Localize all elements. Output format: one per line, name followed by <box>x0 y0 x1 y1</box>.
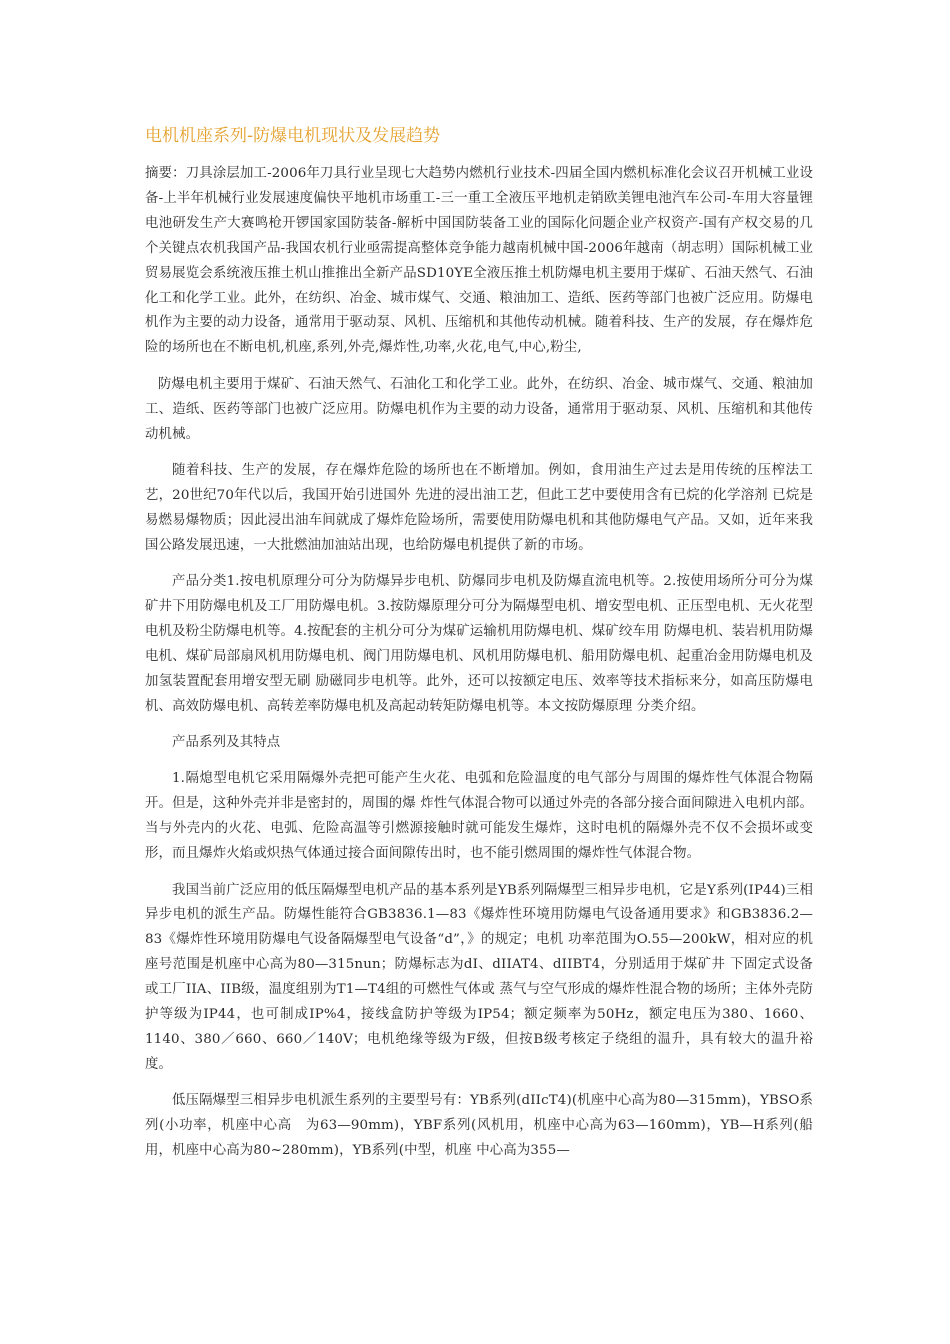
body-paragraph: 低压隔爆型三相异步电机派生系列的主要型号有：YB系列(dIIcT4)(机座中心高为80—315mm)，YBSO系列(小功率，机座中心高 为63—90mm)，YBF系列(风机用，机座中心高为63—160mm)，YB—H系列(船用，机座中心高为80~280mm)，YB系列(中型，机座 中心高为355— <box>145 1093 813 1159</box>
section-heading: 产品系列及其特点 <box>172 735 281 751</box>
body-paragraph: 我国当前广泛应用的低压隔爆型电机产品的基本系列是YB系列隔爆型三相异步电机，它是Y系列(IP44)三相异步电机的派生产品。防爆性能符合GB3836.1—83《爆炸性环境用防爆电气设备通用要求》和GB3836.2—83《爆炸性环境用防爆电气设备隔爆型电气设备“d”，》的规定；电机 功率范围为O.55—200kW，相对应的机座号范围是机座中心高为80—315nun；防爆标志为dI、dIIAT4、dIIBT4，分别适用于煤矿井 下固定式设备或工厂IIA、IIB级，温度组别为T1—T4组的可燃性气体或 蒸气与空气形成的爆炸性混合物的场所；主体外壳防护等级为IP44，也可制成IP%4，接线盒防护等级为IP54；额定频率为50Hz，额定电压为380、1660、1140、380／660、660／140V；电机绝缘等级为F级，但按B级考核定子绕组的温升，具有较大的温升裕度。 <box>145 882 813 1072</box>
abstract-paragraph: 摘要：刀具涂层加工-2006年刀具行业呈现七大趋势内燃机行业技术-四届全国内燃机标准化会议召开机械工业设备-上半年机械行业发展速度偏快平地机市场重工-三一重工全液压平地机走销欧美锂电池汽车公司-车用大容量锂电池研发生产大赛鸣枪开锣国家国防装备-解析中国国防装备工业的国际化问题企业产权资产-国有产权交易的几个关键点农机我国产品-我国农机行业亟需提高整体竞争能力越南机械中国-2006年越南（胡志明）国际机械工业贸易展览会系统液压推土机山推推出全新产品SD10YE全液压推土机防爆电机主要用于煤矿、石油天然气、石油化工和化学工业。此外，在纺织、冶金、城市煤气、交通、粮油加工、造纸、医药等部门也被广泛应用。防爆电机作为主要的动力设备，通常用于驱动泵、风机、压缩机和其他传动机械。随着科技、生产的发展，存在爆炸危险的场所也在不断电机,机座,系列,外壳,爆炸性,功率,火花,电气,中心,粉尘, <box>145 166 813 356</box>
document-title: 电机机座系列-防爆电机现状及发展趋势 <box>145 126 441 146</box>
document-body <box>145 162 813 1164</box>
body-paragraph: 1.隔熄型电机它采用隔爆外壳把可能产生火花、电弧和危险温度的电气部分与周围的爆炸性气体混合物隔开。但是，这种外壳并非是密封的，周围的爆 炸性气体混合物可以通过外壳的各部分接合面间隙进入电机内部。当与外壳内的火花、电弧、危险高温等引燃源接触时就可能发生爆炸，这时电机的隔爆外壳不仅不会损坏或变形，而且爆炸火焰或炽热气体通过接合面间隙传出时，也不能引燃周围的爆炸性气体混合物。 <box>145 771 813 862</box>
body-paragraph: 随着科技、生产的发展，存在爆炸危险的场所也在不断增加。例如，食用油生产过去是用传统的压榨法工艺，20世纪70年代以后，我国开始引进国外 先进的浸出油工艺，但此工艺中要使用含有已烷的化学溶剂 已烷是易燃易爆物质；因此浸出油车间就成了爆炸危险场所，需要使用防爆电机和其他防爆电气产品。又如，近年来我国公路发展迅速，一大批燃油加油站出现，也给防爆电机提供了新的市场。 <box>145 462 813 553</box>
body-paragraph: 产品分类1.按电机原理分可分为防爆异步电机、防爆同步电机及防爆直流电机等。2.按使用场所分可分为煤矿井下用防爆电机及工厂用防爆电机。3.按防爆原理分可分为隔爆型电机、增安型电机、正压型电机、无火花型电机及粉尘防爆电机等。4.按配套的主机分可分为煤矿运输机用防爆电机、煤矿绞车用 防爆电机、装岩机用防爆电机、煤矿局部扇风机用防爆电机、阀门用防爆电机、风机用防爆电机、船用防爆电机、起重冶金用防爆电机及加氢装置配套用增安型无刷 励磁同步电机等。此外，还可以按额定电压、效率等技术指标来分，如高压防爆电机、高效防爆电机、高转差率防爆电机及高起动转矩防爆电机等。本文按防爆原理 分类介绍。 <box>145 574 813 714</box>
body-paragraph: 防爆电机主要用于煤矿、石油天然气、石油化工和化学工业。此外，在纺织、冶金、城市煤气、交通、粮油加工、造纸、医药等部门也被广泛应用。防爆电机作为主要的动力设备，通常用于驱动泵、风机、压缩机和其他传动机械。 <box>145 376 813 442</box>
